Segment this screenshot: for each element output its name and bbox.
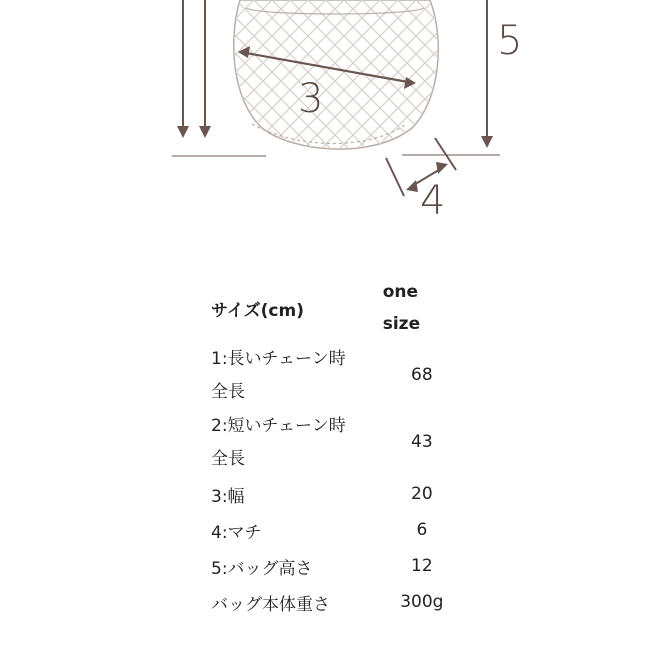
bag-illustration bbox=[0, 0, 665, 160]
height-label: 5 bbox=[497, 18, 523, 64]
header-one-size: one size bbox=[382, 282, 421, 334]
row-label: 1:長いチェーン時 全長 bbox=[211, 348, 346, 402]
bag-dimension-diagram bbox=[0, 0, 665, 230]
size-table bbox=[211, 274, 461, 620]
gusset-label: 4 bbox=[420, 178, 446, 224]
table-row bbox=[211, 584, 461, 620]
width-label: 3 bbox=[298, 76, 324, 122]
chain-length-arrows bbox=[177, 0, 211, 138]
row-value: 68 bbox=[411, 365, 433, 385]
table-row bbox=[211, 512, 461, 548]
table-row bbox=[211, 409, 461, 476]
row-label: 5:バッグ高さ bbox=[211, 558, 313, 579]
height-arrow bbox=[481, 0, 493, 148]
row-value: 6 bbox=[416, 520, 428, 540]
row-label: 2:短いチェーン時 全長 bbox=[211, 415, 346, 469]
header-size-label: サイズ(cm) bbox=[211, 300, 304, 321]
row-value: 20 bbox=[411, 484, 433, 504]
table-row bbox=[211, 476, 461, 512]
row-label: バッグ本体重さ bbox=[211, 594, 330, 615]
row-label: 3:幅 bbox=[211, 486, 245, 507]
table-row bbox=[211, 342, 461, 409]
row-value: 300g bbox=[400, 592, 444, 612]
table-row bbox=[211, 548, 461, 584]
row-value: 43 bbox=[411, 432, 433, 452]
row-label: 4:マチ bbox=[211, 522, 262, 543]
row-value: 12 bbox=[411, 556, 433, 576]
table-header-row bbox=[211, 274, 461, 342]
